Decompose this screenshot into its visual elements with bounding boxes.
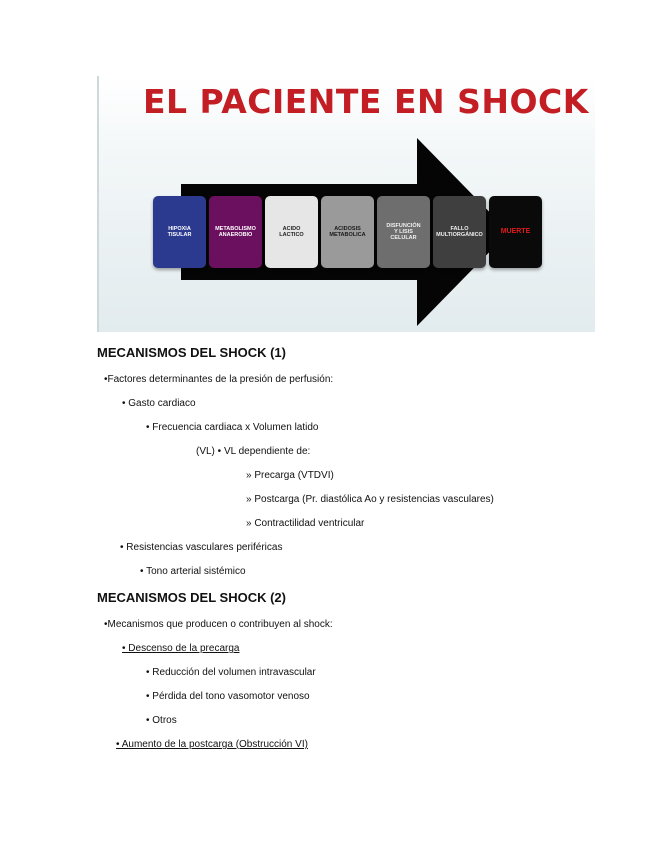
list-item: • Frecuencia cardiaca x Volumen latido [146,422,319,433]
list-item: • Aumento de la postcarga (Obstrucción VI) [116,739,308,750]
list-item: • Resistencias vasculares periféricas [120,542,283,553]
step-acidosis: ACIDOSIS METABOLICA [321,196,374,268]
step-acido-lactico: ACIDO LACTICO [265,196,318,268]
section2-heading: MECANISMOS DEL SHOCK (2) [97,590,286,605]
list-item: • Tono arterial sistémico [140,566,246,577]
list-item: • Reducción del volumen intravascular [146,667,316,678]
banner-title: EL PACIENTE EN SHOCK [143,82,589,121]
step-hipoxia: HIPOXIA TISULAR [153,196,206,268]
list-item: • Descenso de la precarga [122,643,240,654]
list-item: » Postcarga (Pr. diastólica Ao y resistencias vasculares) [246,494,494,505]
step-disfuncion: DISFUNCIÓN Y LISIS CELULAR [377,196,430,268]
list-item: (VL) • VL dependiente de: [196,446,311,457]
list-item: • Gasto cardiaco [122,398,196,409]
list-item: » Precarga (VTDVI) [246,470,334,481]
list-item: •Mecanismos que producen o contribuyen al shock: [104,619,333,630]
step-metabolismo: METABOLISMO ANAEROBIO [209,196,262,268]
list-item: • Pérdida del tono vasomotor venoso [146,691,310,702]
list-item: •Factores determinantes de la presión de perfusión: [104,374,334,385]
section1-heading: MECANISMOS DEL SHOCK (1) [97,345,286,360]
step-muerte: MUERTE [489,196,542,268]
list-item: » Contractilidad ventricular [246,518,365,529]
shock-banner-image [97,76,595,332]
step-fallo-multiorganico: FALLO MULTIORGÁNICO [433,196,486,268]
list-item: • Otros [146,715,177,726]
